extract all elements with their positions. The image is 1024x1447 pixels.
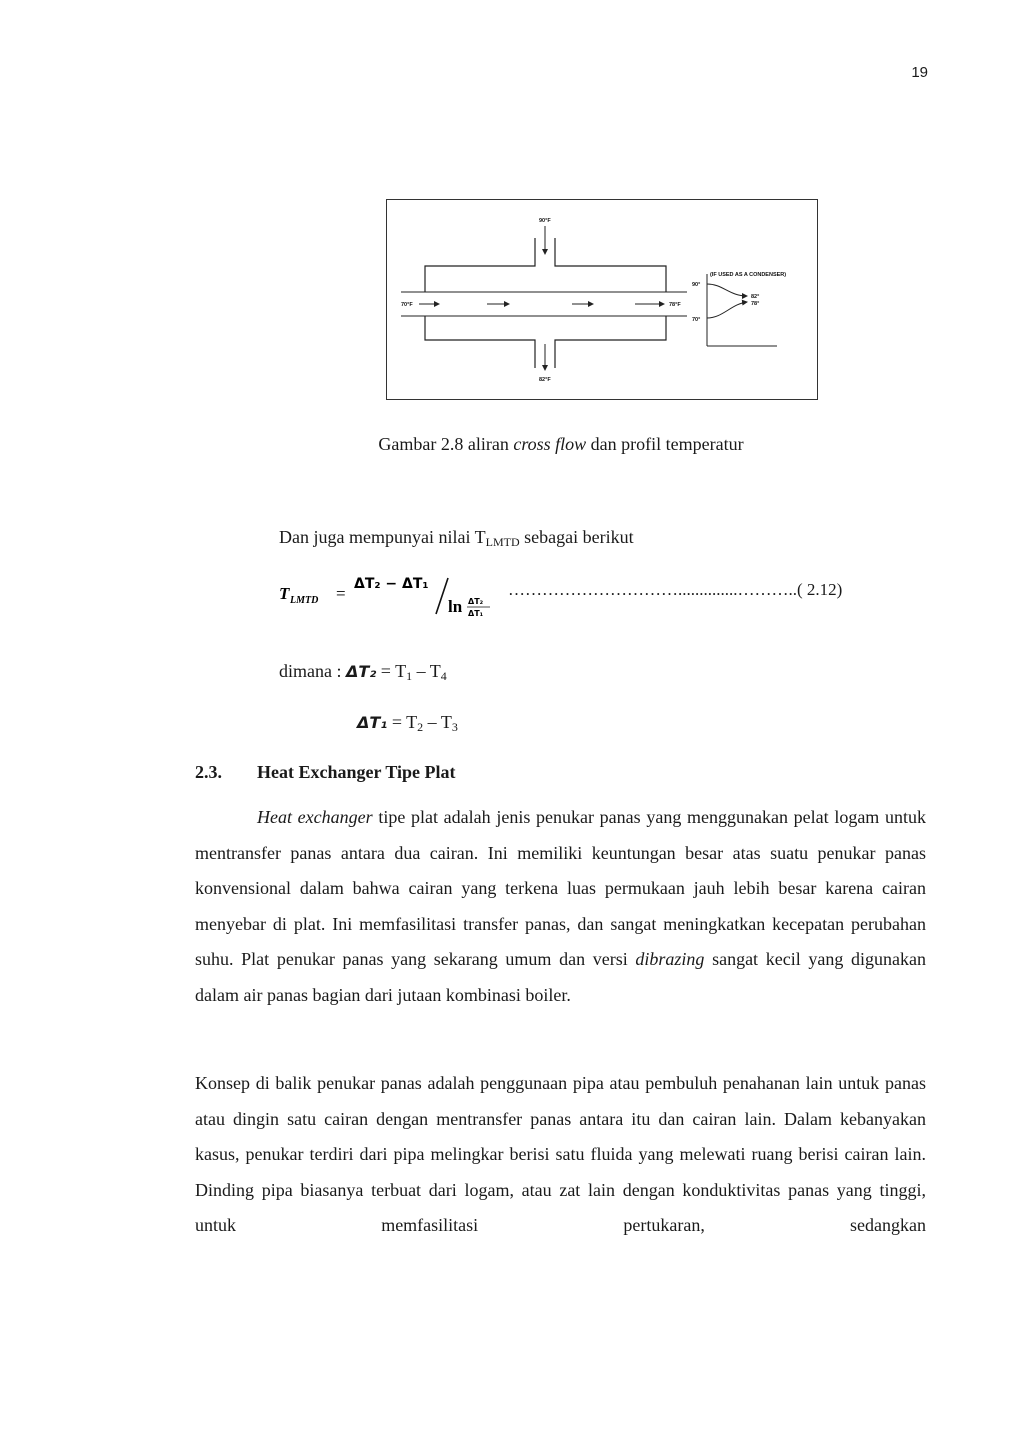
eq-ln: ln xyxy=(448,597,463,616)
eq-lhs: T xyxy=(279,584,290,603)
crossflow-diagram xyxy=(387,200,819,401)
eq-slash xyxy=(436,578,448,614)
profile-label-90: 90° xyxy=(692,282,701,288)
hot-profile-curve xyxy=(707,284,747,296)
eq-frac-top: ΔT₂ xyxy=(468,597,484,606)
section-number: 2.3. xyxy=(195,762,222,782)
lmtd-intro: Dan juga mempunyai nilai $T_{LMTD}$ sebagai berikut xyxy=(279,527,634,549)
where-dt2: dimana : $\Delta T_2 = T_1 - T_4$ xyxy=(279,661,447,683)
shell-lower-right xyxy=(555,316,666,368)
top-inlet-label: 90°F xyxy=(539,218,551,224)
page-number: 19 xyxy=(911,64,928,81)
profile-label-70: 70° xyxy=(692,317,701,323)
eq-equals: = xyxy=(336,584,346,603)
eq-numerator: ΔT₂ − ΔT₁ xyxy=(354,576,429,592)
condenser-note: (IF USED AS A CONDENSER) xyxy=(710,272,787,278)
section-title: Heat Exchanger Tipe Plat xyxy=(257,762,456,782)
where-dt1: $\Delta T_1 = T_2 - T_3$ xyxy=(357,712,458,734)
paragraph-2: Konsep di balik penukar panas adalah penggunaan pipa atau pembuluh penahanan lain untuk panas atau dingin satu cairan dengan mentransfer panas antara itu dan cairan lain. Dalam kebanyakan kasus, penukar terdiri dari pipa melingkar berisi satu fluida yang melewati ruang berisi cairan lain. Dinding pipa biasanya terbuat dari logam, atau zat lain dengan konduktivitas panas yang tinggi, untuk memfasilitasi pertukaran, sedangkan xyxy=(195,1073,926,1235)
profile-label-78: 78° xyxy=(751,301,760,307)
shell-lower-left xyxy=(425,316,535,368)
profile-label-82: 82° xyxy=(751,294,760,300)
shell-upper-right xyxy=(555,238,666,292)
crossflow-figure xyxy=(386,199,818,400)
shell-upper-left xyxy=(425,238,535,292)
left-inlet-label: 70°F xyxy=(401,302,413,308)
eq-frac-bottom: ΔT₁ xyxy=(468,609,484,618)
eq-lhs-sub: LMTD xyxy=(290,595,319,606)
bottom-outlet-label: 82°F xyxy=(539,377,551,383)
cold-profile-curve xyxy=(707,302,747,318)
equation-number: …………………………..............………..( 2.12) xyxy=(508,580,843,599)
lmtd-equation xyxy=(278,572,508,620)
figure-caption: Gambar 2.8 aliran cross flow dan profil temperatur xyxy=(378,434,744,454)
right-outlet-label: 78°F xyxy=(669,302,681,308)
paragraph-1: Heat exchanger tipe plat adalah jenis penukar panas yang menggunakan pelat logam untuk mentransfer panas antara dua cairan. Ini memiliki keuntungan besar atas suatu penukar panas konvensional dalam bahwa cairan yang terkena luas permukaan jauh lebih besar karena cairan menyebar di plat. Ini memfasilitasi transfer panas, dan sangat meningkatkan kecepatan perubahan suhu. Plat penukar panas yang sekarang umum dan versi dibrazing sangat kecil yang digunakan dalam air panas bagian dari jutaan kombinasi boiler. xyxy=(195,807,926,1005)
